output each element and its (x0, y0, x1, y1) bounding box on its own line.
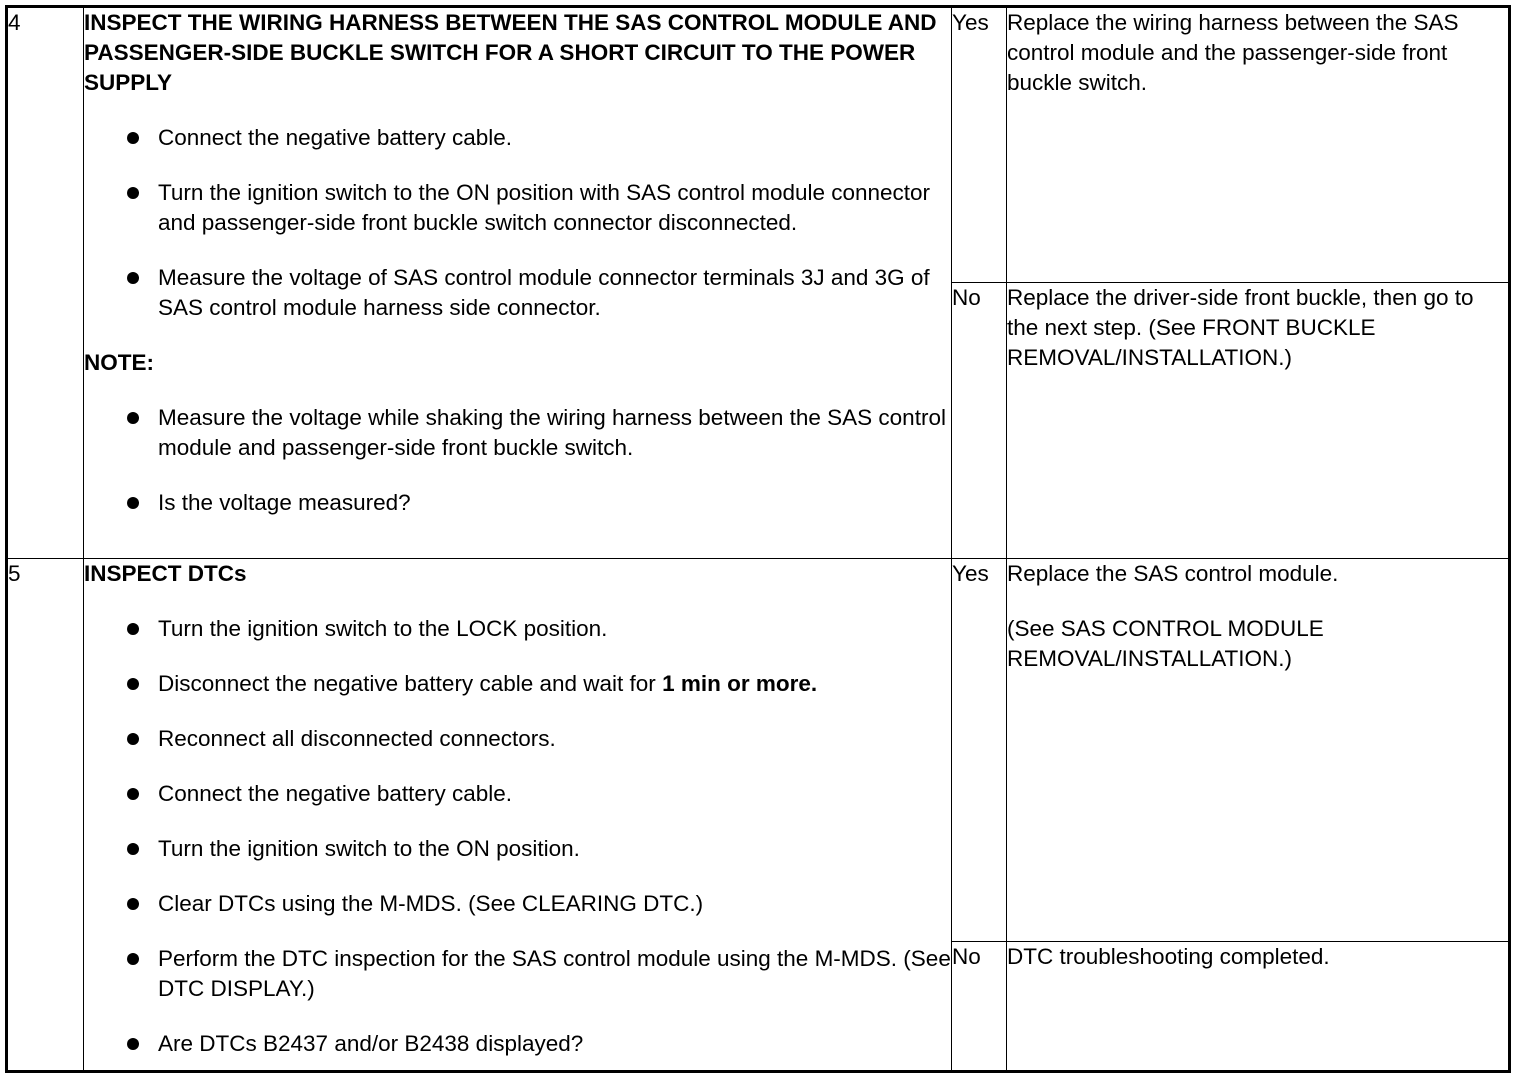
step-number: 4 (7, 7, 84, 559)
step-5-action-cell (84, 559, 952, 1072)
bullet-icon (127, 953, 139, 965)
list-item: Measure the voltage of SAS control module connector terminals 3J and 3G of SAS control module harness side connector. (158, 263, 951, 323)
list-item: Connect the negative battery cable. (158, 779, 951, 809)
result-no-action: DTC troubleshooting completed. (1007, 942, 1510, 1072)
bullet-icon (127, 623, 139, 635)
list-item: Reconnect all disconnected connectors. (158, 724, 951, 754)
step-4-yes-row (7, 7, 1510, 283)
result-yes-label: Yes (952, 7, 1007, 283)
bullet-icon (127, 788, 139, 800)
step-4-action-cell (84, 7, 952, 559)
list-item: Is the voltage measured? (158, 488, 951, 518)
bullet-icon (127, 187, 139, 199)
list-item: Turn the ignition switch to the LOCK position. (158, 614, 951, 644)
list-item: Connect the negative battery cable. (158, 123, 951, 153)
wait-time-emphasis: 1 min or more. (662, 671, 818, 696)
note-bullet-list (84, 403, 951, 518)
step-number: 5 (7, 559, 84, 1072)
step-title: INSPECT DTCs (84, 561, 247, 586)
result-yes-action: Replace the SAS control module. (See SAS CONTROL MODULE REMOVAL/INSTALLATION.) (1007, 559, 1510, 942)
list-item: Turn the ignition switch to the ON position. (158, 834, 951, 864)
step-title: INSPECT THE WIRING HARNESS BETWEEN THE SAS CONTROL MODULE AND PASSENGER-SIDE BUCKLE SWITCH FOR A SHORT CIRCUIT TO THE POWER SUPPLY (84, 10, 937, 95)
bullet-icon (127, 733, 139, 745)
list-item: Turn the ignition switch to the ON position with SAS control module connector and passenger-side front buckle switch connector disconnected. (158, 178, 951, 238)
list-item: Are DTCs B2437 and/or B2438 displayed? (158, 1029, 951, 1059)
list-item: Clear DTCs using the M-MDS. (See CLEARING DTC.) (158, 889, 951, 919)
step-5-bullet-list (84, 614, 951, 1059)
bullet-icon (127, 843, 139, 855)
diagnostic-table (5, 5, 1511, 1073)
result-yes-action: Replace the wiring harness between the SAS control module and the passenger-side front buckle switch. (1007, 7, 1510, 283)
bullet-icon (127, 1038, 139, 1050)
result-no-action: Replace the driver-side front buckle, then go to the next step. (See FRONT BUCKLE REMOVAL/INSTALLATION.) (1007, 283, 1510, 559)
list-item: Measure the voltage while shaking the wiring harness between the SAS control module and passenger-side front buckle switch. (158, 403, 951, 463)
list-item: Perform the DTC inspection for the SAS control module using the M-MDS. (See DTC DISPLAY.) (158, 944, 951, 1004)
step-4-bullet-list (84, 123, 951, 323)
step-5-yes-row (7, 559, 1510, 942)
bullet-icon (127, 497, 139, 509)
result-no-label: No (952, 942, 1007, 1072)
bullet-icon (127, 678, 139, 690)
list-item: Disconnect the negative battery cable and wait for 1 min or more. (158, 669, 951, 699)
bullet-icon (127, 898, 139, 910)
result-no-label: No (952, 283, 1007, 559)
bullet-icon (127, 412, 139, 424)
bullet-icon (127, 132, 139, 144)
note-label: NOTE: (84, 350, 154, 375)
result-yes-label: Yes (952, 559, 1007, 942)
bullet-icon (127, 272, 139, 284)
